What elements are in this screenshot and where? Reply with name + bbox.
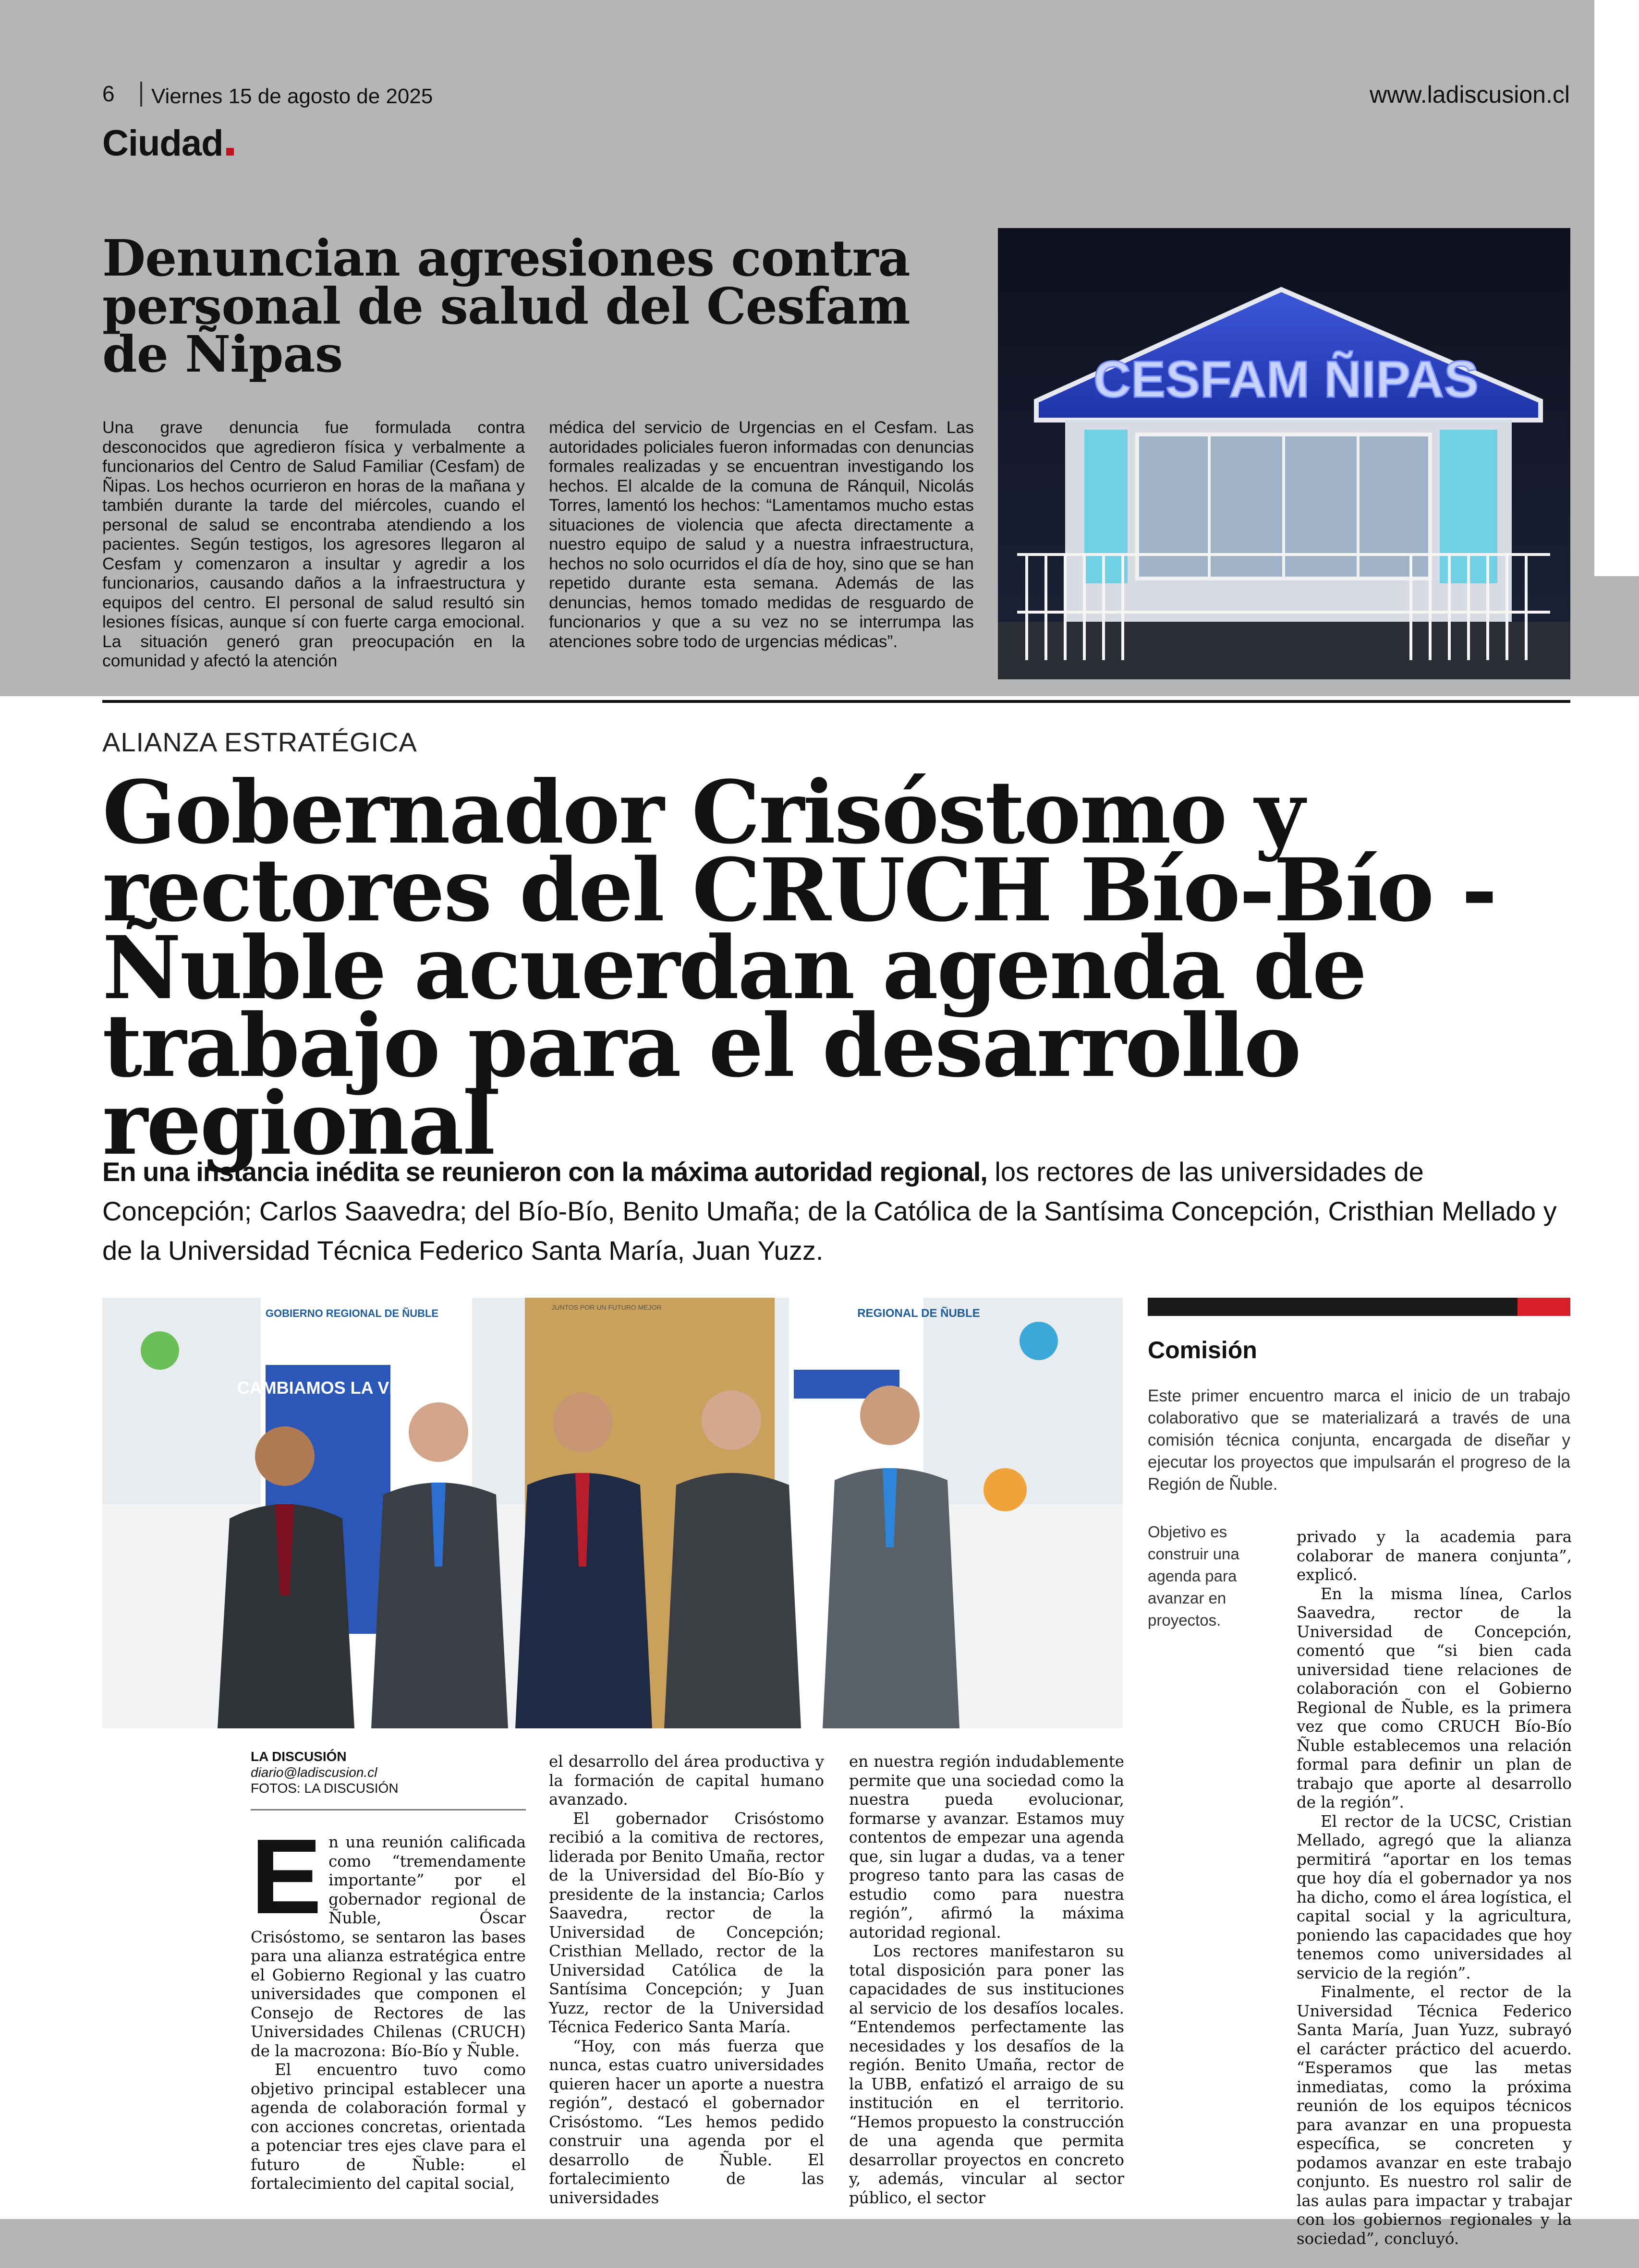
section-label: Ciudad [102, 123, 223, 164]
paragraph: n una reunión calificada como “tremendamente importante” por el gobernador regional de Ñuble, Óscar Crisóstomo, se sentaron las bases para una alianza estratégica entre el Gobierno Regional y las cuatro universidades que componen el Consejo de Rectores de las Universidades Chilenas (CRUCH) de la macrozona: Bío-Bío y Ñuble. [251, 1833, 526, 2060]
story2-kicker: ALIANZA ESTRATÉGICA [102, 727, 417, 757]
rectors-group-photo [102, 1298, 1123, 1728]
photo-banner-cambiamos: CAMBIAMOS LA VIDA [237, 1378, 419, 1398]
story1-headline: Denuncian agresiones contra personal de salud del Cesfam de Ñipas [102, 229, 910, 384]
issue-date: Viernes 15 de agosto de 2025 [151, 84, 433, 108]
sidebar-title: Comisión [1148, 1337, 1257, 1363]
byline-photos: FOTOS: LA DISCUSIÓN [251, 1781, 399, 1796]
story1-column-1: Una grave denuncia fue formulada contra desconocidos que agredieron física y verbalmente a funcionarios del Centro de Salud Familiar (Cesfam) de Ñipas. Los hechos ocurrieron en horas de la mañana y también durante la tarde del miércoles, cuando el personal de salud se encontraba atendiendo a los pacientes. Según testigos, los agresores llegaron al Cesfam y comenzaron a insultar y agredir a los funcionarios, causando daños a la infraestructura y equipos del centro. El personal de salud resultó sin lesiones físicas, aunque sí con fuerte carga emocional. La situación generó gran preocupación en la comunidad y afectó la atención [102, 418, 525, 670]
byline [251, 1749, 399, 1796]
photo-banner-slogan: JUNTOS POR UN FUTURO MEJOR [551, 1303, 662, 1311]
sidebar-text: Este primer encuentro marca el inicio de un trabajo colaborativo que se materializará a través de una comisión técnica conjunta, encargada de diseñar y ejecutar los proyectos que impulsarán el progreso de la Región de Ñuble. [1148, 1387, 1570, 1494]
story1-column-2: médica del servicio de Urgencias en el Cesfam. Las autoridades policiales fueron informadas con denuncias formales realizadas y se encuentran investigando los hechos. El alcalde de la comuna de Ránquil, Nicolás Torres, lamentó los hechos: “Lamentamos mucho estas situaciones de violencia que afecta directamente a nuestro equipo de salud y a nuestra infraestructura, hechos no solo ocurridos el día de hoy, sino que se han repetido durante esta semana. Además de las denuncias, hemos tomado medidas de resguardo de funcionarios y que a su vez no se interrumpa las atenciones sobre todo de urgencias médicas”. [549, 418, 974, 651]
story2-deck [102, 1152, 1572, 1270]
paragraph: El gobernador Crisóstomo recibió a la comitiva de rectores, liderada por Benito Umaña, rector de la Universidad del Bío-Bío y presidente de la instancia; Carlos Saavedra, rector de la Universidad de Concepción; Cristhian Mellado, rector de la Universidad Católica de la Santísima Concepción; y Juan Yuzz, rector de la Universidad Técnica Federico Santa María. [549, 1809, 824, 2036]
folio-separator [140, 82, 142, 107]
page-number: 6 [102, 81, 115, 106]
sidebar-bar [1148, 1298, 1518, 1316]
pull-quote: Objetivo es construir una agenda para avanzar en proyectos. [1148, 1523, 1239, 1629]
story2-column-1 [251, 1817, 526, 2194]
website-link[interactable]: www.ladiscusion.cl [1370, 81, 1570, 108]
story2-column-2 [549, 1752, 824, 2208]
paragraph: El rector de la UCSC, Cristian Mellado, agregó que la alianza permitirá “aportar en los temas que hoy día el gobernador ya nos ha dicho, como el área logística, el capital social y la agricultura, poniendo las capacidades que hoy tenemos como universidades al servicio de la región”. [1297, 1812, 1572, 1982]
paragraph: el desarrollo del área productiva y la formación de capital humano avanzado. [549, 1752, 824, 1809]
byline-rule [251, 1809, 526, 1810]
paragraph: privado y la academia para colaborar de manera conjunta”, explicó. [1297, 1528, 1572, 1584]
story-divider [102, 700, 1570, 703]
deck-rest: los rectores de las universidades de Concepción; Carlos Saavedra; del Bío-Bío, Benito Umaña; de la Católica de la Santísima Concepción, Cristhian Mellado y de la Universidad Técnica Federico Santa María, Juan Yuzz. [102, 1157, 1557, 1266]
paragraph: En la misma línea, Carlos Saavedra, rector de la Universidad de Concepción, comentó que “si bien cada universidad tiene relaciones de colaboración con el Gobierno Regional de Ñuble, es la primera vez que como CRUCH Bío-Bío Ñuble establecemos una relación formal para definir un plan de trabajo que aporte al desarrollo de la región”. [1297, 1584, 1572, 1811]
cesfam-building-photo [998, 228, 1570, 679]
margin-strip [1594, 576, 1639, 696]
sidebar-accent [1518, 1298, 1570, 1316]
cesfam-sign: CESFAM ÑIPAS [1093, 350, 1479, 408]
photo-banner-gobierno: GOBIERNO REGIONAL DE ÑUBLE [265, 1307, 439, 1319]
story2-column-4 [1297, 1528, 1572, 2248]
story2-column-3 [849, 1752, 1124, 2208]
section-name [102, 122, 234, 164]
paragraph: “Hoy, con más fuerza que nunca, estas cuatro universidades quieren hacer un aporte a nuestra región”, destacó el gobernador Crisóstomo. “Les hemos pedido construir una agenda por el desarrollo de Ñuble. El fortalecimiento de las universidades [549, 2037, 824, 2207]
drop-cap: E [251, 1817, 322, 1936]
byline-outlet: LA DISCUSIÓN [251, 1749, 347, 1764]
story2-headline: Gobernador Crisóstomo y rectores del CRUCH Bío-Bío - Ñuble acuerdan agenda de trabajo para el desarrollo regional [102, 762, 1496, 1174]
paragraph: Finalmente, el rector de la Universidad Técnica Federico Santa María, Juan Yuzz, subrayó el carácter práctico del acuerdo. “Esperamos que las metas inmediatas, como la próxima reunión de los equipos técnicos para avanzar en una propuesta específica, se concreten y podamos avanzar en este trabajo conjunto. Es nuestro rol salir de las aulas para impactar y trabajar con los gobiernos regionales y la sociedad”, concluyó. [1297, 1983, 1572, 2248]
byline-email[interactable]: diario@ladiscusion.cl [251, 1765, 377, 1780]
paragraph: El encuentro tuvo como objetivo principal establecer una agenda de colaboración formal y con acciones concretas, orientada a potenciar tres ejes clave para el futuro de Ñuble: el fortalecimiento del capital social, [251, 2061, 526, 2193]
section-dot [226, 148, 234, 156]
deck-bold: En una instancia inédita se reunieron con la máxima autoridad regional, [102, 1157, 987, 1187]
paragraph: Los rectores manifestaron su total disposición para poner las capacidades de sus instituciones al servicio de los desafíos locales. “Entendemos perfectamente las necesidades y los desafíos de la región. Benito Umaña, rector de la UBB, enfatizó el arraigo de su institución en el territorio. “Hemos propuesto la construcción de una agenda que permita desarrollar proyectos en concreto y, además, vincular al sector público, el sector [849, 1942, 1124, 2207]
photo-banner-regional: REGIONAL DE ÑUBLE [857, 1307, 980, 1320]
paragraph: en nuestra región indudablemente permite que una sociedad como la nuestra pueda evolucionar, formarse y avanzar. Estamos muy contentos de empezar una agenda que, sin lugar a dudas, va a tener progreso tanto para las casas de estudio como para nuestra región”, afirmó la máxima autoridad regional. [849, 1752, 1124, 1942]
